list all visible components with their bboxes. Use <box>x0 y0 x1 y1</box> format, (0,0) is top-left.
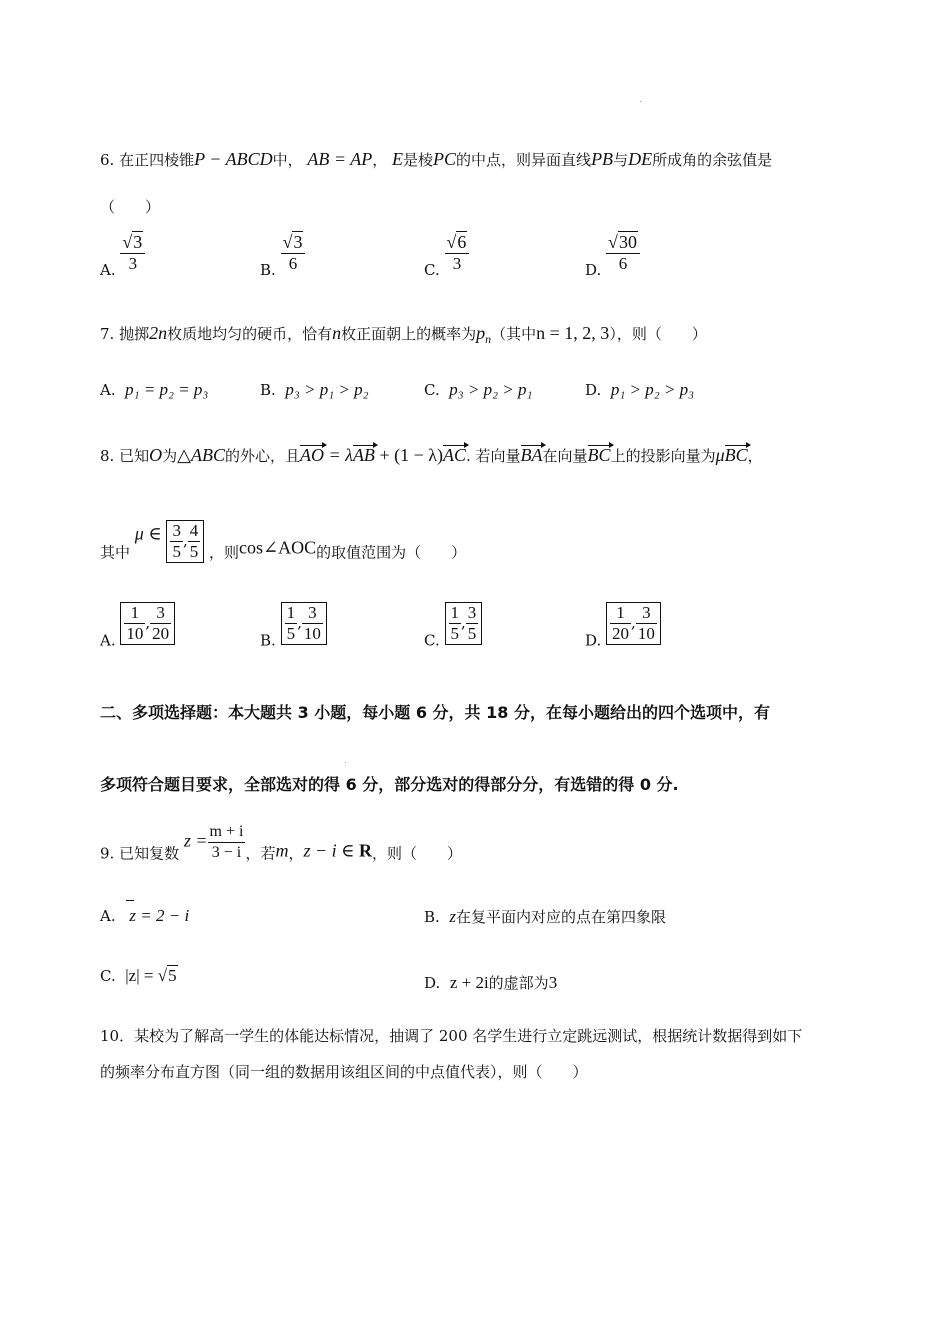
question-10-line2: 的频率分布直方图（同一组的数据用该组区间的中点值代表），则（ ） <box>100 1063 588 1081</box>
question-10-line1: 10．某校为了解高一学生的体能达标情况，抽调了 200 名学生进行立定跳远测试，根据统计数据得到如下 <box>100 1027 803 1045</box>
speck <box>345 762 346 763</box>
q7-option-c[interactable]: C. p₃ > p₂ > p₁ <box>424 380 533 399</box>
question-6-paren: （ ） <box>100 198 161 216</box>
q8-option-a[interactable]: A. $\frac{1}{10}$ , $\frac{3}{20}$ <box>100 602 175 650</box>
q6-option-c[interactable]: C. $\frac{√6}{3}$ <box>424 232 469 279</box>
question-9-stem: 9. 已知复数 z = $\frac{m + i}{3 - i}$ ，若m，z − i ∈ R，则（ ） <box>100 823 462 863</box>
q7-option-d[interactable]: D. p₁ > p₂ > p₃ <box>585 380 694 399</box>
q9-option-b[interactable]: B. z在复平面内对应的点在第四象限 <box>424 907 666 926</box>
question-8-condition: 其中 μ ∈ $\frac{3}{5}$ , $\frac{4}{5}$ ，则cos∠AOC的取值范围为（ ） <box>100 521 467 562</box>
q8-option-c[interactable]: C. $\frac{1}{5}$ , $\frac{3}{5}$ <box>424 602 482 650</box>
question-6-stem: 6. 在正四棱锥P − ABCD中， AB = AP， E是棱PC的中点，则异面直线PB与DE所成角的余弦值是 <box>100 149 773 169</box>
question-8-stem: 8. 已知O为△ABC的外心，且AO = λAB + (1 − λ)AC. 若向量BA在向量BC上的投影向量为μBC， <box>100 445 763 465</box>
q7-option-a[interactable]: A. p₁ = p₂ = p₃ <box>100 380 209 399</box>
q6-option-d[interactable]: D. $\frac{√30}{6}$ <box>585 232 640 279</box>
q9-option-a[interactable]: A. z = 2 − i <box>100 906 189 926</box>
q8-option-b[interactable]: B. $\frac{1}{5}$ , $\frac{3}{10}$ <box>260 602 327 650</box>
q9-option-d[interactable]: D. z + 2i的虚部为3 <box>424 973 558 992</box>
section-2-heading-line1: 二、多项选择题：本大题共 3 小题，每小题 6 分，共 18 分，在每小题给出的四个选项中，有 <box>100 703 770 722</box>
q6-option-a[interactable]: A. $\frac{√3}{3}$ <box>100 232 145 279</box>
question-7-stem: 7. 抛掷2n枚质地均匀的硬币，恰有n枚正面朝上的概率为$p_n$（其中n = 1, 2, 3），则（ ） <box>100 323 707 346</box>
section-2-heading-line2: 多项符合题目要求，全部选对的得 6 分，部分选对的得部分分，有选错的得 0 分. <box>100 775 679 794</box>
q8-option-d[interactable]: D. $\frac{1}{20}$ , $\frac{3}{10}$ <box>585 602 661 650</box>
q6-option-b[interactable]: B. $\frac{√3}{6}$ <box>260 232 305 279</box>
q7-option-b[interactable]: B. p₃ > p₁ > p₂ <box>260 380 369 399</box>
speck <box>640 101 641 102</box>
q9-option-c[interactable]: C. |z| = √5 <box>100 966 177 985</box>
